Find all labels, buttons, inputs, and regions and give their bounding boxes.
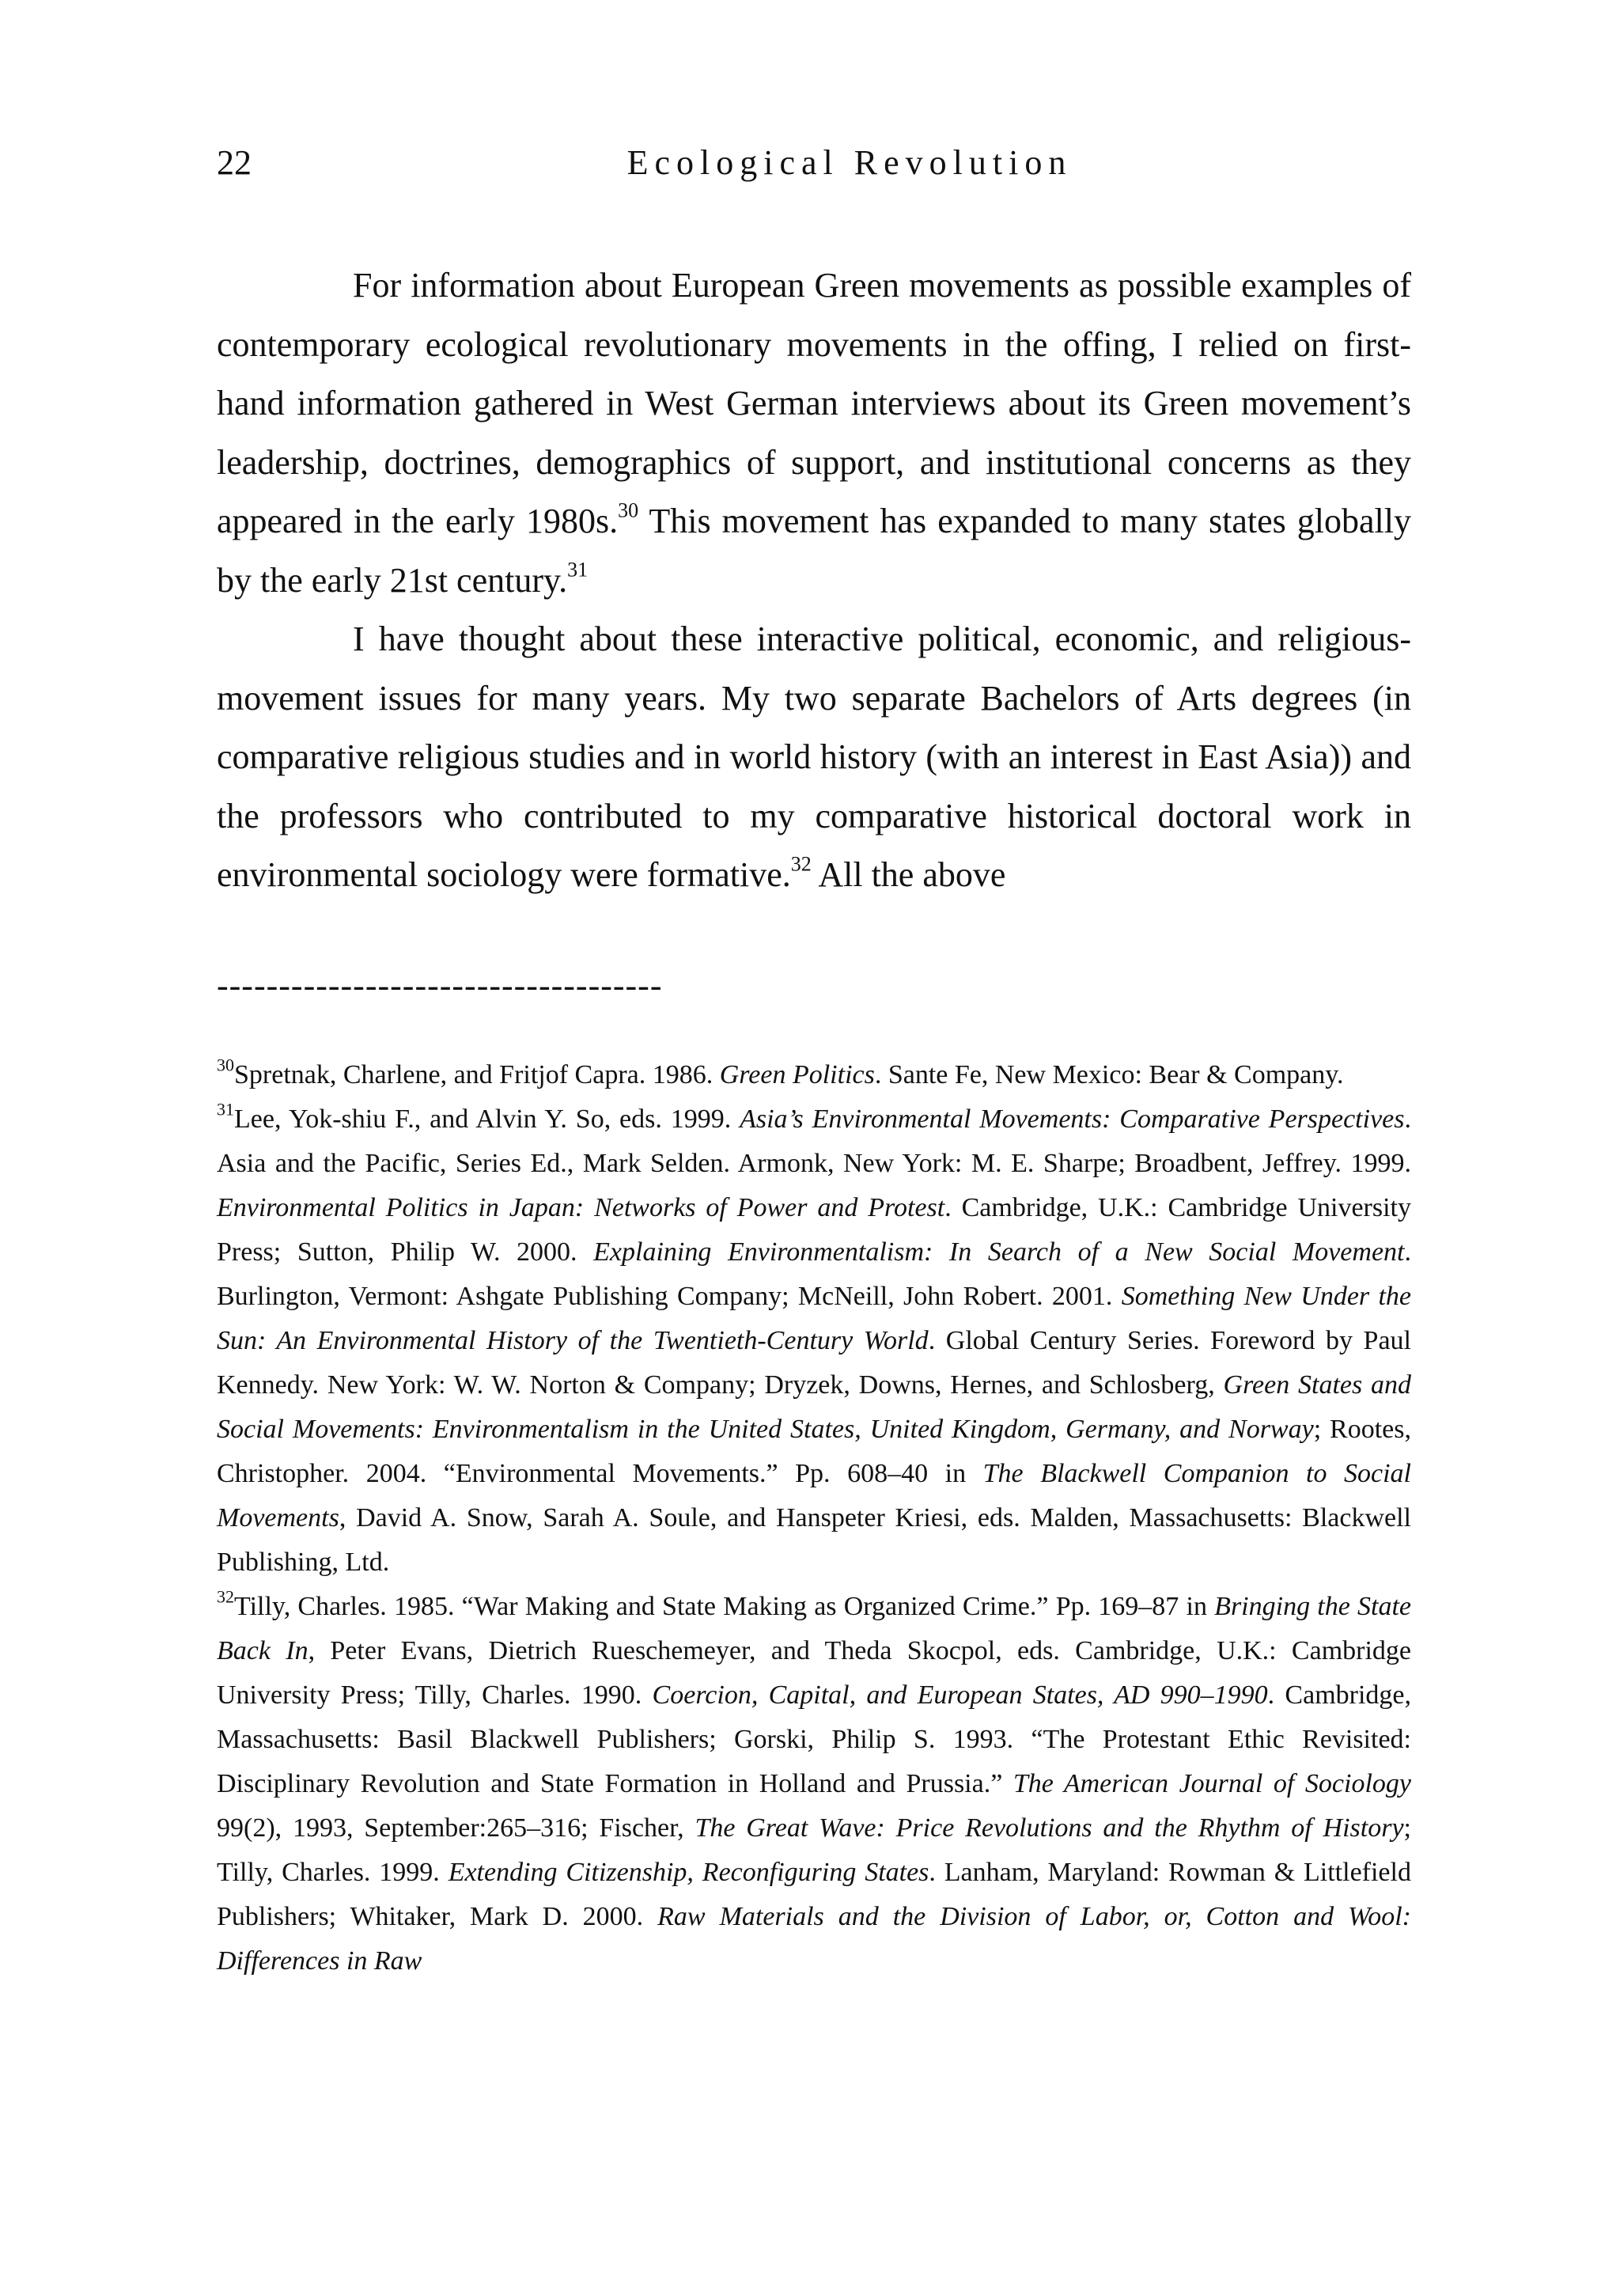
footnote-title: Green States and Social Movements: Environmentalism in the United States, United Kingdom, Germany, and Norway [217,1370,1412,1444]
footnote-number: 30 [217,1055,234,1075]
footnote-text: . Cambridge, Massachusetts: Basil Blackwell Publishers; Gorski, Philip S. 1993. “The Protestant Ethic Revisited: Disciplinary Revolution and State Formation in Holland and Prussia.” [217,1680,1412,1798]
footnotes [217,1053,1411,1983]
paragraph-1-text-cont: This movement has expanded to many states globally by the early 21st century. [217,502,1411,600]
footnote-text: . Global Century Series. Foreword by Paul Kennedy. New York: W. W. Norton & Company; Dryzek, Downs, Hernes, and Schlosberg, [217,1325,1411,1400]
footnote-title: Extending Citizenship, Reconfiguring States [448,1857,929,1887]
footnote-text: . Cambridge, U.K.: Cambridge University Press; Sutton, Philip W. 2000. [217,1192,1411,1267]
footnote-title: Something New Under the Sun: An Environmental History of the Twentieth-Century World [217,1281,1411,1355]
footnote-text: Spretnak, Charlene, and Fritjof Capra. 1986. [234,1059,720,1089]
footnote-ref-31: 31 [567,558,589,581]
footnote-separator: ------------------------------------ [217,965,663,1005]
footnote-ref-30: 30 [618,498,639,522]
footnote-text: Lee, Yok-shiu F., and Alvin Y. So, eds. 1999. [234,1104,740,1134]
page-number: 22 [217,143,252,182]
paragraph-2-text: I have thought about these interactive political, economic, and religious-movement issues for many years. My two separate Bachelors of Arts degrees (in comparative religious studies and in world history (with an interest in East Asia)) and the professors who contributed to my comparative historical doctoral work in environmental sociology were formative. [217,619,1411,894]
paragraph-1 [217,256,1411,610]
body-text [217,256,1411,905]
footnote-text: ; Tilly, Charles. 1999. [217,1813,1411,1887]
running-title: Ecological Revolution [626,143,1073,182]
footnote-text: . Asia and the Pacific, Series Ed., Mark Selden. Armonk, New York: M. E. Sharpe; Broadbent, Jeffrey. 1999. [217,1104,1411,1178]
footnote-text: Tilly, Charles. 1985. “War Making and State Making as Organized Crime.” Pp. 169–87 in [234,1591,1215,1621]
footnote-number: 31 [217,1099,234,1120]
page-header [217,135,1411,190]
footnote-title: Green Politics [719,1059,875,1089]
footnote-text: ; Rootes, Christopher. 2004. “Environmental Movements.” Pp. 608–40 in [217,1414,1411,1488]
footnote-title: The Blackwell Companion to Social Movements [217,1458,1411,1533]
footnote-text: , Peter Evans, Dietrich Rueschemeyer, and Theda Skocpol, eds. Cambridge, U.K.: Cambridge University Press; Tilly, Charles. 1990. [217,1635,1412,1710]
paragraph-2-text-cont: All the above [811,855,1006,894]
footnote-text: , David A. Snow, Sarah A. Soule, and Hanspeter Kriesi, eds. Malden, Massachusetts: Blackwell Publishing, Ltd. [217,1502,1411,1577]
footnote-31 [217,1097,1411,1585]
footnote-text: 99(2), 1993, September:265–316; Fischer, [217,1813,695,1843]
footnote-title: The Great Wave: Price Revolutions and the Rhythm of History [695,1813,1404,1843]
footnote-title: Explaining Environmentalism: In Search of a New Social Movement [593,1237,1405,1267]
book-page [217,135,1411,1983]
footnote-title: Bringing the State Back In [217,1591,1411,1665]
footnote-title: Coercion, Capital, and European States, AD 990–1990 [652,1680,1268,1710]
footnote-title: Environmental Politics in Japan: Networks of Power and Protest [217,1192,945,1222]
footnote-title: Raw Materials and the Division of Labor, or, Cotton and Wool: Differences in Raw [217,1901,1412,1976]
footnote-text: . Burlington, Vermont: Ashgate Publishing Company; McNeill, John Robert. 2001. [217,1237,1411,1311]
footnote-title: The American Journal of Sociology [1012,1768,1411,1798]
paragraph-1-text: For information about European Green movements as possible examples of contemporary ecological revolutionary movements in the offing, I relied on first-hand information gathered in West German interviews about its Green movement’s leadership, doctrines, demographics of support, and institutional concerns as they appeared in the early 1980s. [217,266,1411,540]
footnote-30 [217,1053,1411,1097]
footnote-number: 32 [217,1586,234,1607]
footnote-text: . Sante Fe, New Mexico: Bear & Company. [874,1059,1344,1089]
paragraph-2 [217,610,1411,905]
footnote-text: . Lanham, Maryland: Rowman & Littlefield Publishers; Whitaker, Mark D. 2000. [217,1857,1411,1931]
footnote-title: Asia’s Environmental Movements: Comparative Perspectives [740,1104,1405,1134]
footnote-32 [217,1585,1411,1983]
footnote-ref-32: 32 [790,852,812,876]
